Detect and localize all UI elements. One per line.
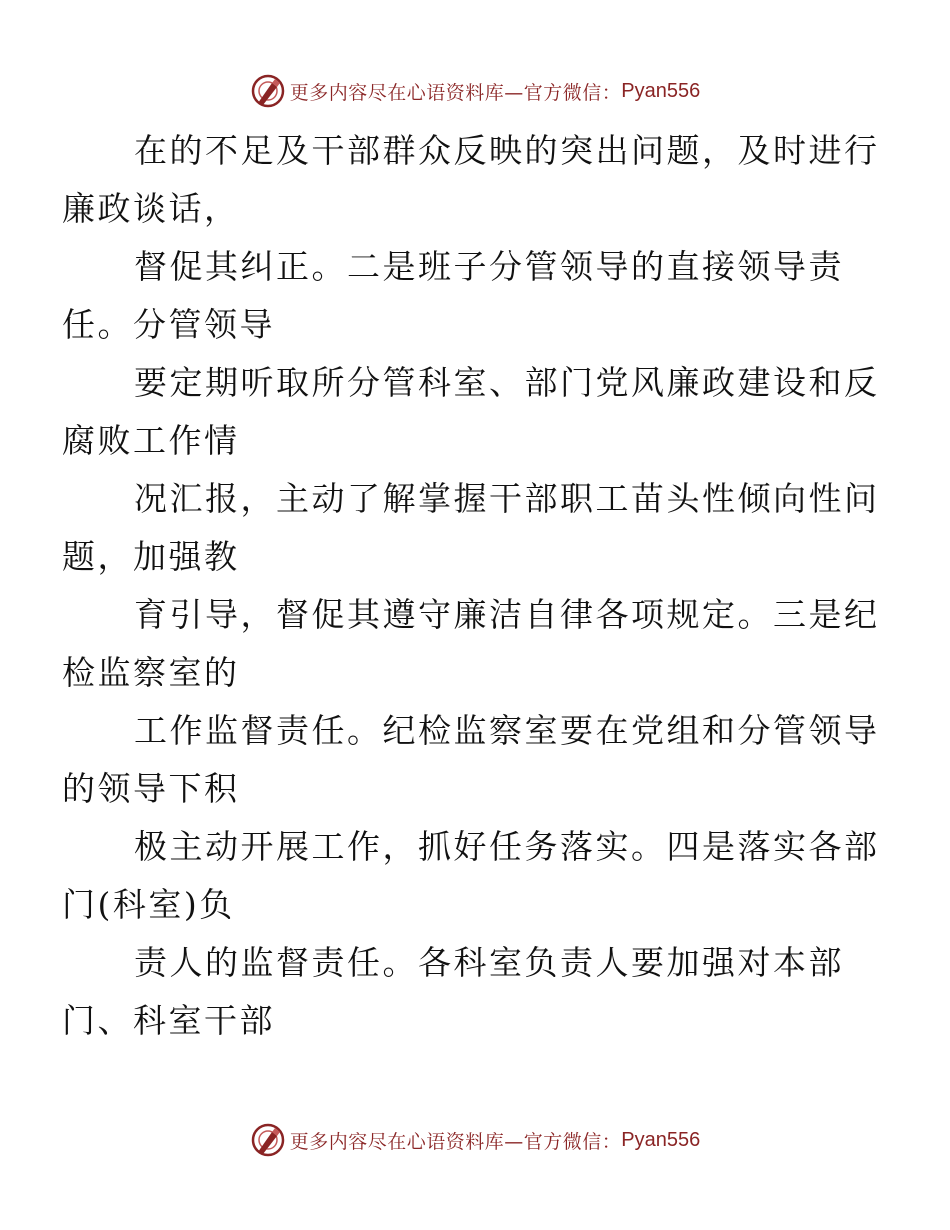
paragraph [62,586,880,702]
paragraph-continuation: 廉政谈话， [62,189,240,228]
paragraph-line: 极主动开展工作，抓好任务落实。四是落实各部 [134,827,880,866]
paragraph [62,818,880,934]
paragraph-line: 工作监督责任。纪检监察室要在党组和分管领导 [134,711,880,750]
pen-nib-logo-icon [250,1122,286,1158]
paragraph [62,122,880,238]
header-watermark-banner [0,71,950,111]
footer-watermark-banner [0,1120,950,1160]
paragraph-continuation: 任。分管领导 [62,305,275,344]
watermark-text: 更多内容尽在心语资料库—官方微信： [289,1130,622,1153]
paragraph-continuation: 腐败工作情 [62,421,240,460]
paragraph-continuation: 的领导下积 [62,769,240,808]
watermark-wechat-id: Pyan556 [621,1128,701,1151]
watermark-wechat-id: Pyan556 [621,79,701,102]
paragraph [62,702,880,818]
paragraph-continuation: 检监察室的 [62,653,240,692]
watermark-text: 更多内容尽在心语资料库—官方微信： [289,81,622,104]
paragraph-line: 况汇报，主动了解掌握干部职工苗头性倾向性问 [134,479,880,518]
paragraph-line: 责人的监督责任。各科室负责人要加强对本部 [134,943,844,982]
paragraph-continuation: 门(科室)负 [62,885,235,924]
paragraph [62,238,858,354]
paragraph-line: 要定期听取所分管科室、部门党风廉政建设和反 [134,363,880,402]
paragraph-line: 在的不足及干部群众反映的突出问题，及时进行 [134,131,880,170]
paragraph-continuation: 门、科室干部 [62,1001,275,1040]
pen-nib-logo-icon [250,73,286,109]
document-body [62,122,880,1050]
paragraph-line: 育引导，督促其遵守廉洁自律各项规定。三是纪 [134,595,880,634]
paragraph [62,934,858,1050]
paragraph [62,354,880,470]
paragraph-line: 督促其纠正。二是班子分管领导的直接领导责 [134,247,844,286]
paragraph-continuation: 题，加强教 [62,537,240,576]
paragraph [62,470,880,586]
